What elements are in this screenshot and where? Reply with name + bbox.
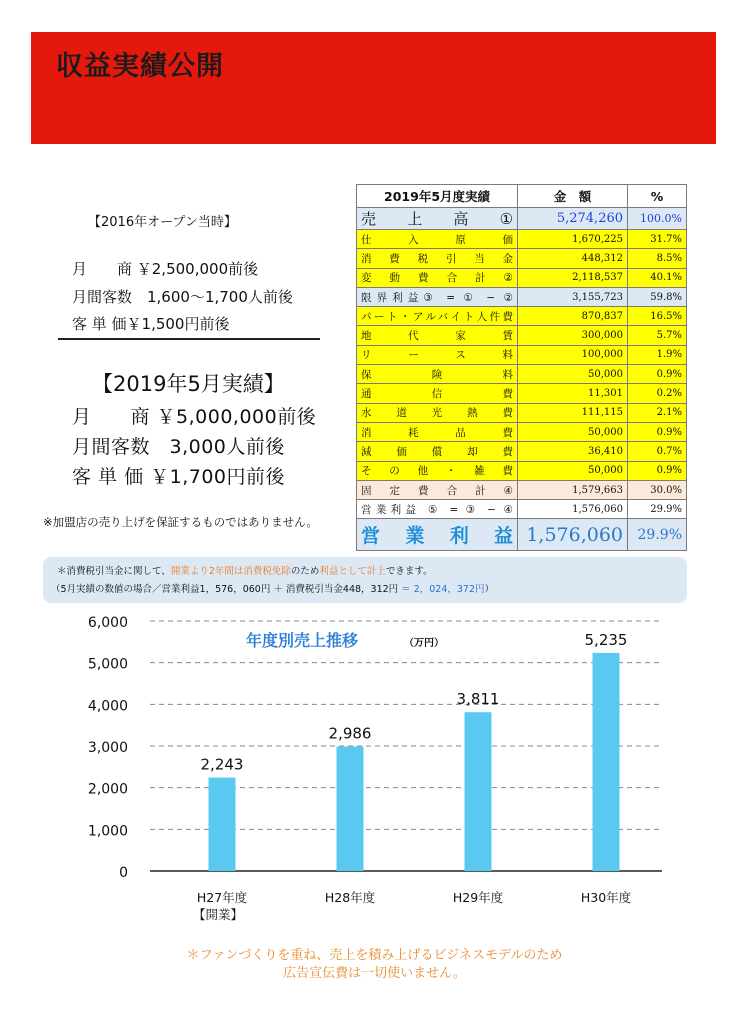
row-percent: 0.9% (628, 461, 687, 480)
row-label: 保険料 (357, 365, 518, 384)
row-percent: 0.9% (628, 422, 687, 441)
row-percent: 0.9% (628, 365, 687, 384)
opening-unit-price: 客 単 価￥1,500円前後 (72, 315, 230, 333)
row-label: 減価償却費 (357, 442, 518, 461)
row-label: 売 上 高 ① (357, 208, 518, 230)
row-percent: 0.2% (628, 384, 687, 403)
x-tick-label: H30年度 (580, 890, 632, 905)
row-amount: 300,000 (518, 326, 628, 345)
row-label: その他・雑費 (357, 461, 518, 480)
y-tick-label: 0 (119, 865, 128, 881)
current-monthly-customers: 月間客数 3,000人前後 (72, 436, 285, 458)
row-amount: 11,301 (518, 384, 628, 403)
bar (337, 747, 364, 871)
row-amount: 5,274,260 (518, 208, 628, 230)
row-amount: 448,312 (518, 249, 628, 268)
row-amount: 1,576,060 (518, 519, 628, 551)
row-amount: 50,000 (518, 365, 628, 384)
row-label: 地代家賃 (357, 326, 518, 345)
row-amount: 50,000 (518, 461, 628, 480)
table-header-amount: 金 額 (518, 185, 628, 208)
row-label: 消費税引当金 (357, 249, 518, 268)
row-percent: 59.8% (628, 287, 687, 306)
chart-unit: （万円） (404, 638, 444, 649)
row-label: 変動費合計② (357, 268, 518, 287)
data-label: 2,243 (200, 755, 244, 774)
bar (593, 653, 620, 871)
data-label: 2,986 (328, 724, 372, 743)
x-tick-note: 【開業】 (192, 907, 244, 922)
row-amount: 3,155,723 (518, 287, 628, 306)
row-amount: 870,837 (518, 307, 628, 326)
row-label: リース料 (357, 345, 518, 364)
row-percent: 29.9% (628, 500, 687, 519)
x-tick-label: H29年度 (452, 890, 504, 905)
bar (209, 778, 236, 871)
bar (465, 712, 492, 871)
row-percent: 0.7% (628, 442, 687, 461)
data-label: 3,811 (456, 690, 500, 709)
tax-note-line2: （5月実績の数値の場合／営業利益1，576，060円 ＋ 消費税引当金448，312円 ＝ 2，024，372円） (51, 584, 495, 595)
opening-monthly-customers: 月間客数 1,600～1,700人前後 (72, 288, 293, 306)
opening-monthly-sales: 月 商 ￥2,500,000前後 (72, 260, 259, 278)
row-percent: 5.7% (628, 326, 687, 345)
row-percent: 2.1% (628, 403, 687, 422)
row-label: 消耗品費 (357, 422, 518, 441)
y-tick-label: 2,000 (87, 781, 128, 798)
row-percent: 100.0% (628, 208, 687, 230)
x-tick-label: H28年度 (324, 890, 376, 905)
page-title: 収益実績公開 (56, 51, 224, 82)
tax-note-line1: ＊消費税引当金に関して、開業より2年間は消費税免除のため利益として計上できます。 (57, 566, 433, 577)
footer-line1: ＊ファンづくりを重ね、売上を積み上げるビジネスモデルのため (186, 948, 563, 963)
row-percent: 30.0% (628, 480, 687, 499)
row-amount: 1,579,663 (518, 480, 628, 499)
row-amount: 50,000 (518, 422, 628, 441)
row-label: 営業利益 ⑤ = ③ − ④ (357, 500, 518, 519)
row-label: パート・アルバイト人件費 (357, 307, 518, 326)
row-amount: 111,115 (518, 403, 628, 422)
row-label: 限界利益③ = ① − ② (357, 287, 518, 306)
footer-line2: 広告宣伝費は一切使いません。 (283, 966, 466, 981)
row-percent: 40.1% (628, 268, 687, 287)
disclaimer-note: ※加盟店の売り上げを保証するものではありません。 (43, 515, 318, 529)
row-label: 通信費 (357, 384, 518, 403)
y-tick-label: 1,000 (87, 823, 128, 840)
current-heading: 【2019年5月実績】 (92, 372, 285, 396)
row-label: 固定費合計④ (357, 480, 518, 499)
row-amount: 36,410 (518, 442, 628, 461)
row-percent: 8.5% (628, 249, 687, 268)
row-amount: 1,670,225 (518, 230, 628, 249)
row-label: 水道光熱費 (357, 403, 518, 422)
row-amount: 100,000 (518, 345, 628, 364)
data-label: 5,235 (584, 630, 628, 649)
current-monthly-sales: 月 商 ￥5,000,000前後 (72, 406, 317, 428)
row-label: 仕入原価 (357, 230, 518, 249)
row-percent: 31.7% (628, 230, 687, 249)
row-percent: 29.9% (628, 519, 687, 551)
row-percent: 1.9% (628, 345, 687, 364)
y-tick-label: 6,000 (87, 615, 128, 631)
x-tick-label: H27年度 (196, 890, 248, 905)
table-header-period: 2019年5月度実績 (357, 185, 518, 208)
current-unit-price: 客 単 価 ￥1,700円前後 (72, 466, 286, 488)
row-percent: 16.5% (628, 307, 687, 326)
row-amount: 2,118,537 (518, 268, 628, 287)
row-amount: 1,576,060 (518, 500, 628, 519)
y-tick-label: 4,000 (87, 698, 128, 715)
y-tick-label: 5,000 (87, 656, 128, 673)
y-tick-label: 3,000 (87, 740, 128, 756)
opening-heading: 【2016年オープン当時】 (88, 215, 237, 230)
row-label: 営業利益 (357, 519, 518, 551)
chart-title: 年度別売上推移 (246, 631, 359, 650)
table-header-percent: % (628, 185, 687, 208)
